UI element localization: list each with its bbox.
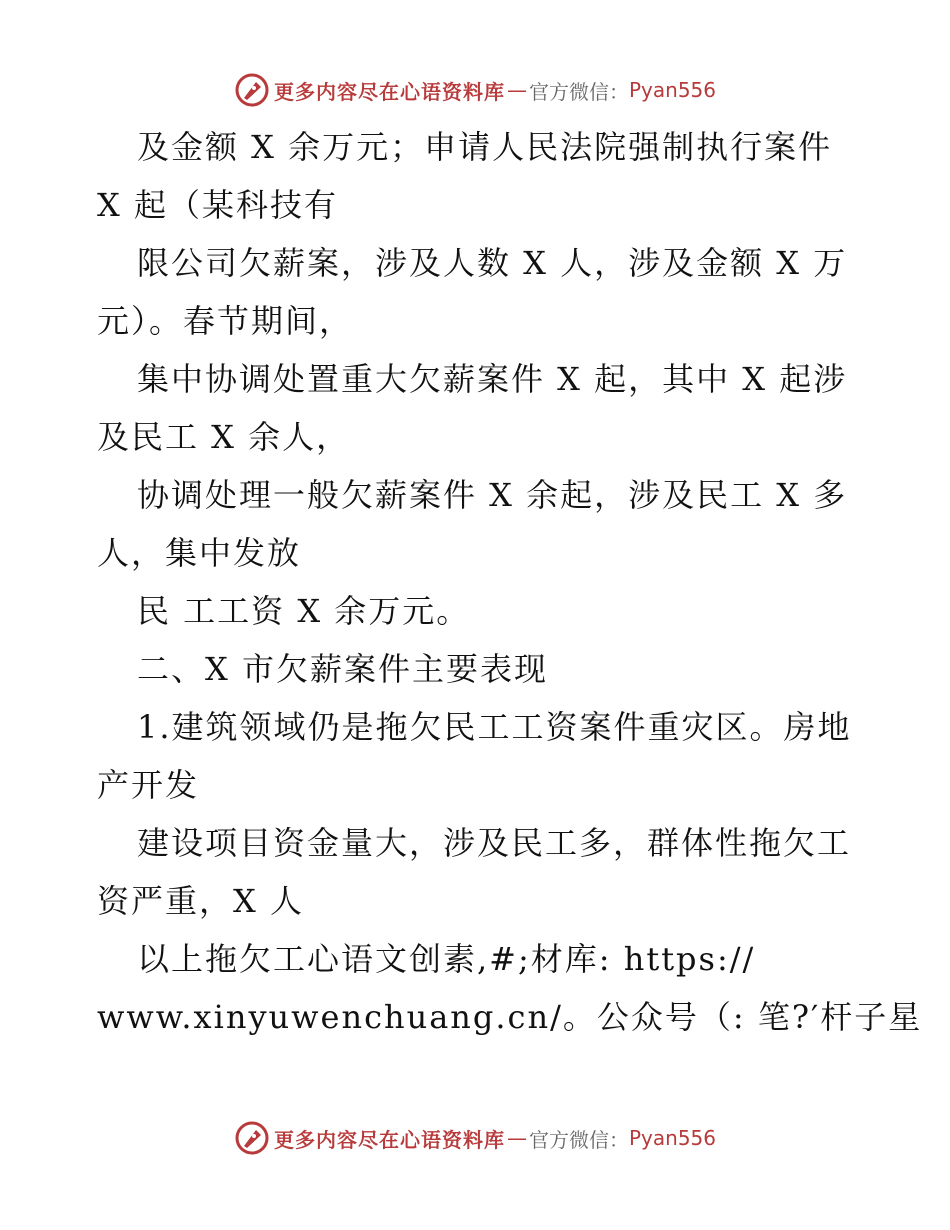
text-line: 民 工工资 X 余万元。 [137,592,471,630]
footer-separator: — [506,1126,527,1150]
text-line: 产开发 [97,766,200,804]
footer-wechat-label: 官方微信： [528,1127,629,1152]
footer-slogan: 更多内容尽在心语资料库 [273,1127,505,1152]
footer-wechat-id: Pyan556 [628,1126,716,1150]
text-line: 1.建筑领域仍是拖欠民工工资案件重灾区。房地 [137,708,852,746]
section-heading: 二、X 市欠薪案件主要表现 [137,650,548,688]
pen-nib-logo-icon [234,72,270,108]
header-banner [0,70,950,110]
footer-banner [0,1118,950,1158]
text-line: 资严重，X 人 [97,882,304,920]
text-line: 以上拖欠工心语文创素,#;材库: https:// [137,940,756,978]
text-line: 人，集中发放 [97,534,302,572]
text-line: 元）。春节期间， [97,302,354,340]
text-line: 建设项目资金量大，涉及民工多，群体性拖欠工 [137,824,852,862]
header-slogan: 更多内容尽在心语资料库 [273,79,505,104]
document-body [97,118,923,1046]
pen-nib-logo-icon [234,1120,270,1156]
text-line: 集中协调处置重大欠薪案件 X 起，其中 X 起涉 [137,360,848,398]
text-line: 限公司欠薪案，涉及人数 X 人，涉及金额 X 万 [137,244,848,282]
header-separator: — [506,78,527,102]
text-line: 及金额 X 余万元；申请人民法院强制执行案件 [137,128,833,166]
text-line: 协调处理一般欠薪案件 X 余起，涉及民工 X 多 [137,476,848,514]
header-wechat-id: Pyan556 [628,78,716,102]
text-line: 及民工 X 余人， [97,418,351,456]
text-line: X 起（某科技有 [97,186,338,224]
header-wechat-label: 官方微信： [528,79,629,104]
text-line: www.xinyuwenchuang.cn/。公众号（: 笔?′杆子星 [97,998,923,1036]
